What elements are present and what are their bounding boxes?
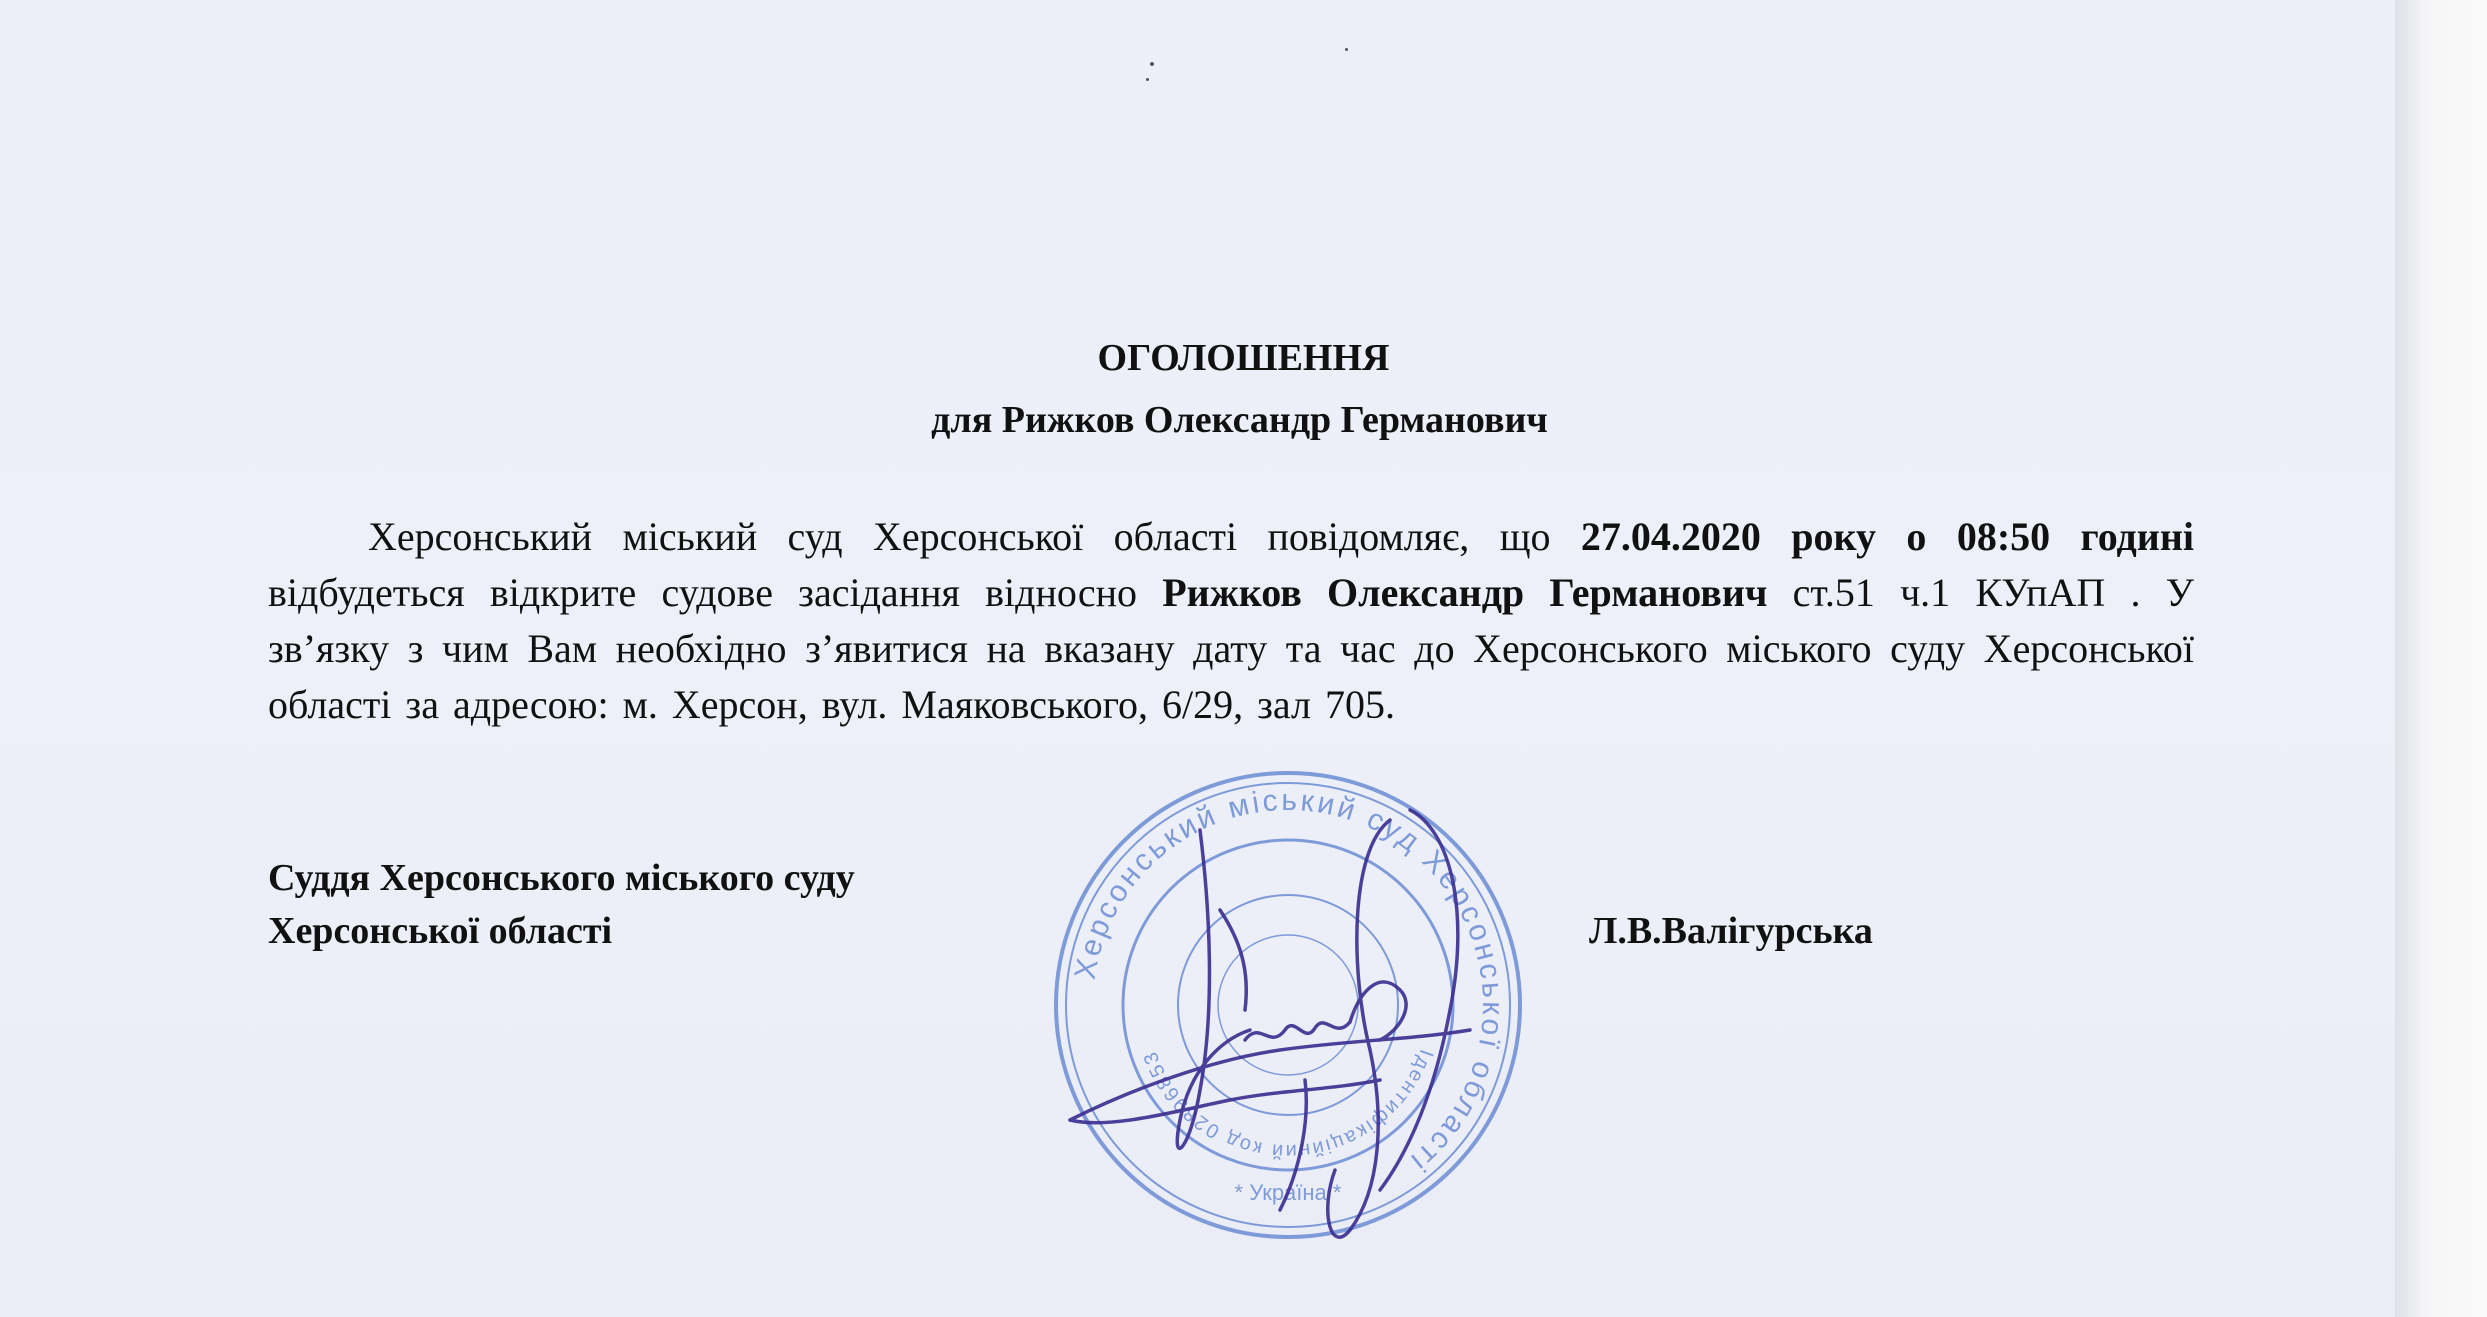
hearing-datetime: 27.04.2020 року о 08:50 годині (1580, 514, 2194, 559)
document-title: ОГОЛОШЕННЯ (1097, 337, 1390, 379)
body-middle: відбудеться відкрите судове засідання відносно (268, 570, 1163, 615)
stamp-outer-text: Херсонський міський суд Херсонської області (1068, 783, 1510, 1180)
scan-speck (1150, 62, 1154, 66)
scan-speck (1345, 48, 1348, 51)
recipient-line: для Рижков Олександр Германович (931, 399, 1548, 441)
body-article: ст.51 ч.1 КУпАП . У зв’язку з чим Вам необхідно з’явитися на вказану дату та час до Херсонського міського суду Херсонської області за адресою: м. Херсон, вул. Маяковського, 6/29, зал 705. (268, 570, 2194, 727)
signatory-position-line2: Херсонської області (268, 910, 613, 952)
stamp-inner-text: Ідентифікаційний код 02896853 (1139, 1046, 1438, 1163)
signatory-position (268, 852, 855, 958)
signatory-name: Л.В.Валігурська (1589, 910, 1873, 952)
defendant-name: Рижков Олександр Германович (1162, 570, 1768, 615)
scan-speck (1146, 78, 1149, 81)
scan-edge (2395, 0, 2487, 1317)
announcement-body (268, 509, 2194, 733)
handwritten-signature (1050, 790, 1520, 1260)
stamp-bottom-text: * Україна * (1234, 1180, 1342, 1205)
body-intro: Херсонський міський суд Херсонської області повідомляє, що (368, 514, 1581, 559)
signatory-position-line1: Суддя Херсонського міського суду (268, 857, 855, 899)
